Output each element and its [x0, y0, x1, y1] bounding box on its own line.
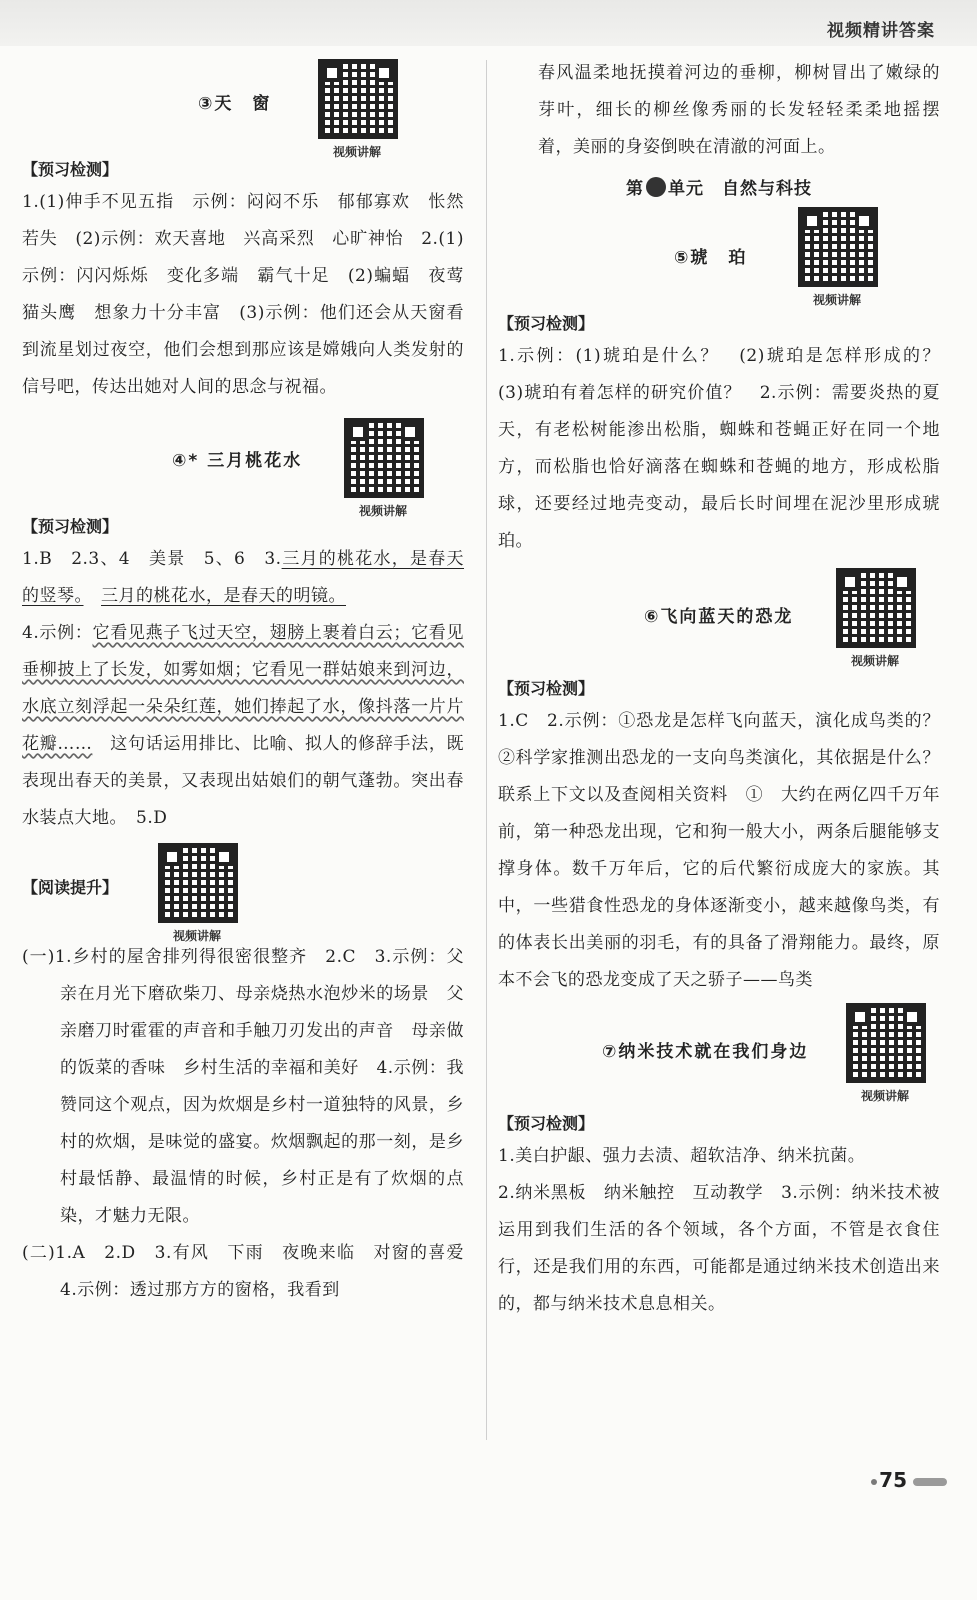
underlined-sentence: 三月的桃花水，是春天的竖琴。 [22, 549, 465, 606]
preview-label: 【预习检测】 [498, 679, 595, 698]
wavy-underlined-sentence: 它看见燕子飞过天空，翅膀上裹着白云；它看见垂柳披上了长发，如雾如烟；它看见一群姑娘来到河边，水底立刻浮起一朵朵红莲，她们捧起了水，像抖落一片片花瓣…… [22, 623, 464, 754]
page-number: 75 [879, 1468, 907, 1492]
lesson-5-head [498, 199, 940, 309]
preview-label: 【预习检测】 [498, 314, 595, 333]
page-dot-icon [871, 1479, 877, 1485]
lesson-3-answers: 1.(1)伸手不见五指 示例：闷闷不乐 郁郁寡欢 怅然若失 (2)示例：欢天喜地 兴高采烈 心旷神怡 2.(1)示例：闪闪烁烁 变化多端 霸气十足 (2)蝙蝠 夜莺 猫头鹰 想象力十分丰富 (3)示例：他们还会从天窗看到流星划过夜空，他们会想到那应该是嫦娥向人类发射的信号吧，传达出她对人间的思念与祝福。 [22, 192, 482, 397]
underlined-sentence: 三月的桃花水，是春天的明镜。 [101, 586, 346, 606]
qr-label: 视频讲解 [332, 145, 381, 159]
qr-code-icon[interactable] [846, 1003, 926, 1083]
unit-number-badge [646, 177, 666, 197]
qr-label: 视频讲解 [172, 929, 221, 943]
reading-label: 【阅读提升】 [22, 878, 119, 897]
lesson-7-answers-1: 1.美白护龈、强力去渍、超软洁净、纳米抗菌。 [498, 1146, 866, 1166]
unit-prefix: 第 [626, 179, 644, 199]
reading-answers-1: (一)1.乡村的屋舍排列得很密很整齐 2.C 3.示例：父亲在月光下磨砍柴刀、母亲烧热水泡炒米的场景 父亲磨刀时霍霍的声音和手触刀刃发出的声音 母亲做的饭菜的香味 乡村生活的幸福和美好 4.示例：我赞同这个观点，因为炊烟是乡村一道独特的风景，乡村的炊烟，是味觉的盛宴。炊烟飘起的那一刻，是乡村最恬静、最温情的时候，乡村正是有了炊烟的点染，才魅力无限。 [22, 947, 464, 1226]
lesson-7-answers-2: 2.纳米黑板 纳米触控 互动教学 3.示例：纳米技术被运用到我们生活的各个领域，各个方面，不管是衣食住行，还是我们用的东西，可能都是通过纳米技术创造出来的，都与纳米技术息息相关。 [498, 1183, 940, 1314]
reading-head [22, 843, 464, 943]
lesson-6-answers: 1.C 2.示例：①恐龙是怎样飞向蓝天，演化成鸟类的？ ②科学家推测出恐龙的一支向鸟类演化，其依据是什么？ 联系上下文以及查阅相关资料 ① 大约在两亿四千万年前，第一种恐龙出现，它和狗一般大小，两条后腿能够支撑身体。数千万年后，它的后代繁衍成庞大的家族。其中，一些猎食性恐龙的身体逐渐变小，越来越像鸟类，有的体表长出美丽的羽毛，有的具备了滑翔能力。最终，原本不会飞的恐龙变成了天之骄子——鸟类 [498, 711, 958, 990]
continued-text: 春风温柔地抚摸着河边的垂柳，柳树冒出了嫩绿的芽叶，细长的柳丝像秀丽的长发轻轻柔柔地摇摆着，美丽的身姿倒映在清澈的河面上。 [538, 63, 940, 157]
lesson-4-head [22, 412, 464, 518]
preview-label: 【预习检测】 [498, 1114, 595, 1133]
lesson-3-head [22, 55, 464, 159]
unit-title [498, 174, 940, 199]
lesson-3-title: ③天 窗 [198, 94, 272, 114]
qr-code-icon[interactable] [158, 843, 238, 923]
qr-label: 视频讲解 [812, 293, 861, 307]
lesson-7-head [498, 999, 940, 1109]
qr-code-icon[interactable] [836, 568, 916, 648]
unit-suffix: 单元 自然与科技 [668, 179, 812, 199]
lesson-6-head [498, 560, 940, 674]
lesson-4-title: ④* 三月桃花水 [172, 451, 303, 471]
preview-label: 【预习检测】 [22, 160, 119, 179]
qr-label: 视频讲解 [860, 1089, 909, 1103]
lesson-7-title: ⑦纳米技术就在我们身边 [602, 1042, 809, 1062]
qr-label: 视频讲解 [850, 654, 899, 668]
right-column [498, 55, 958, 1323]
left-column [22, 55, 482, 1309]
column-divider [486, 60, 487, 1440]
lesson-5-answers: 1.示例：(1)琥珀是什么？ (2)琥珀是怎样形成的？ (3)琥珀有着怎样的研究价值？ 2.示例：需要炎热的夏天，有老松树能渗出松脂，蜘蛛和苍蝇正好在同一个地方，而松脂也恰好滴落在蜘蛛和苍蝇的地方，形成松脂球，还要经过地壳变动，最后长时间埋在泥沙里形成琥珀。 [498, 346, 958, 551]
lesson-5-title: ⑤琥 珀 [674, 248, 748, 268]
answer-text: 4.示例： [22, 623, 93, 643]
spacer-text [84, 586, 102, 606]
page-bar-icon [913, 1478, 947, 1486]
header-title: 视频精讲答案 [827, 21, 935, 41]
qr-code-icon[interactable] [344, 418, 424, 498]
lesson-4-answers-2 [22, 615, 464, 837]
lesson-6-title: ⑥飞向蓝天的恐龙 [644, 607, 794, 627]
preview-label: 【预习检测】 [22, 517, 119, 536]
reading-answers-2: (二)1.A 2.D 3.有风 下雨 夜晚来临 对窗的喜爱 4.示例：透过那方方的窗格，我看到 [22, 1243, 482, 1300]
qr-label: 视频讲解 [358, 504, 407, 518]
qr-code-icon[interactable] [798, 207, 878, 287]
qr-code-icon[interactable] [318, 59, 398, 139]
answer-text: 这句话运用排比、比喻、拟人的修辞手法，既表现出春天的美景，又表现出姑娘们的朝气蓬勃。突出春水装点大地。 5.D [22, 734, 465, 828]
answer-text: 1.B 2.3、4 美景 5、6 3. [22, 549, 282, 569]
lesson-4-answers-1 [22, 541, 464, 615]
